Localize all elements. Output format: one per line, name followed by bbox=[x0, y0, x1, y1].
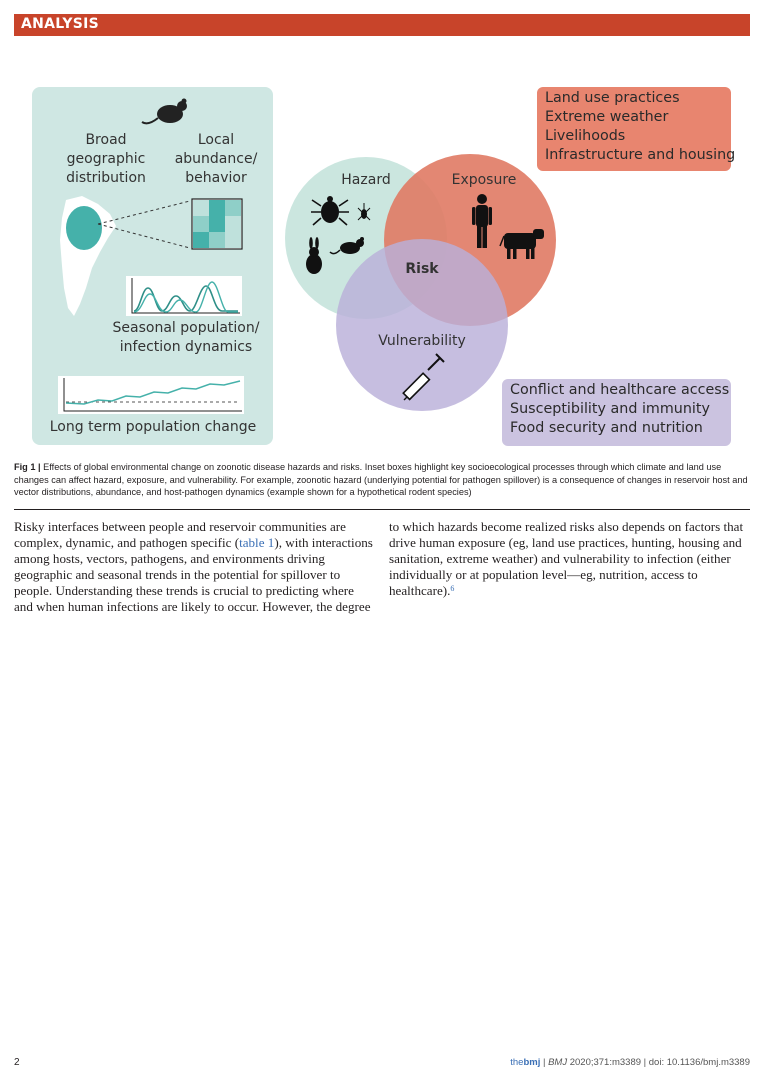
citation-doi: 2020;371:m3389 | doi: 10.1136/bmj.m3389 bbox=[567, 1057, 750, 1068]
footer-citation: thebmj | BMJ 2020;371:m3389 | doi: 10.1136/bmj.m3389 bbox=[510, 1057, 750, 1068]
exposure-label: Exposure bbox=[451, 172, 517, 188]
exposure-factor: Infrastructure and housing bbox=[545, 147, 736, 163]
vulnerability-label: Vulnerability bbox=[378, 333, 466, 349]
page-number: 2 bbox=[14, 1057, 20, 1068]
table-1-link[interactable]: table 1 bbox=[239, 535, 275, 550]
journal-name: BMJ bbox=[548, 1057, 568, 1068]
local-abundance-label: Local abundance/ behavior bbox=[174, 132, 258, 186]
risk-label: Risk bbox=[405, 261, 439, 277]
vulnerability-factor: Susceptibility and immunity bbox=[510, 401, 710, 417]
body-column-left: Risky interfaces between people and reservoir communities are complex, dynamic, and pathogen specific (table 1), with interactions among hosts, vectors, pathogens, and environments driving geographic and seasonal trends in the potential for spillover to people. Understanding these trends is crucial to predicting where and when human infections are likely to occur. However, the degree bbox=[14, 519, 373, 614]
seasonal-dynamics-label: Seasonal population/ infection dynamics bbox=[112, 320, 260, 355]
vulnerability-factor: Conflict and healthcare access bbox=[510, 382, 730, 398]
hazard-label: Hazard bbox=[341, 172, 391, 188]
long-term-chart bbox=[58, 376, 244, 414]
reference-6-link[interactable]: 6 bbox=[450, 584, 455, 593]
exposure-factors-box bbox=[537, 87, 736, 171]
logo-the: the bbox=[510, 1057, 524, 1068]
logo-bmj: bmj bbox=[523, 1057, 541, 1068]
caption-text: Effects of global environmental change on zoonotic disease hazards and risks. Inset boxes highlight key socioecological processes through which climate and land use changes can affect hazard, exposure, and vulnerability. For example, zoonotic hazard (underlying potential for pathogen spillover) is a consequence of changes in reservoir host and vector distributions, abundance, and host-pathogen dynamics (example shown for a hypothetical rodent species) bbox=[14, 462, 748, 497]
figure-caption bbox=[14, 461, 750, 499]
broad-distribution-label: Broad geographic distribution bbox=[66, 132, 146, 186]
vulnerability-factor: Food security and nutrition bbox=[510, 420, 703, 436]
abundance-grid bbox=[192, 199, 242, 249]
caption-label: Fig 1 | bbox=[14, 462, 44, 472]
vulnerability-factors-box bbox=[502, 379, 731, 446]
exposure-factor: Extreme weather bbox=[545, 109, 669, 125]
long-term-change-label: Long term population change bbox=[49, 419, 257, 435]
caption-rule bbox=[14, 509, 750, 510]
seasonal-dynamics-chart bbox=[126, 276, 242, 316]
section-title: ANALYSIS bbox=[21, 16, 100, 32]
rodent-icon bbox=[142, 99, 187, 124]
body-column-right: to which hazards become realized risks also depends on factors that drive human exposure (eg, land use practices, hunting, housing and sanitation, extreme weather) and vulnerability to infection (either individually or at population level—eg, nutrition, access to healthcare).$^6$ bbox=[389, 519, 744, 598]
exposure-factor: Land use practices bbox=[545, 90, 680, 106]
exposure-factor: Livelihoods bbox=[545, 128, 626, 144]
distribution-region bbox=[66, 206, 102, 250]
